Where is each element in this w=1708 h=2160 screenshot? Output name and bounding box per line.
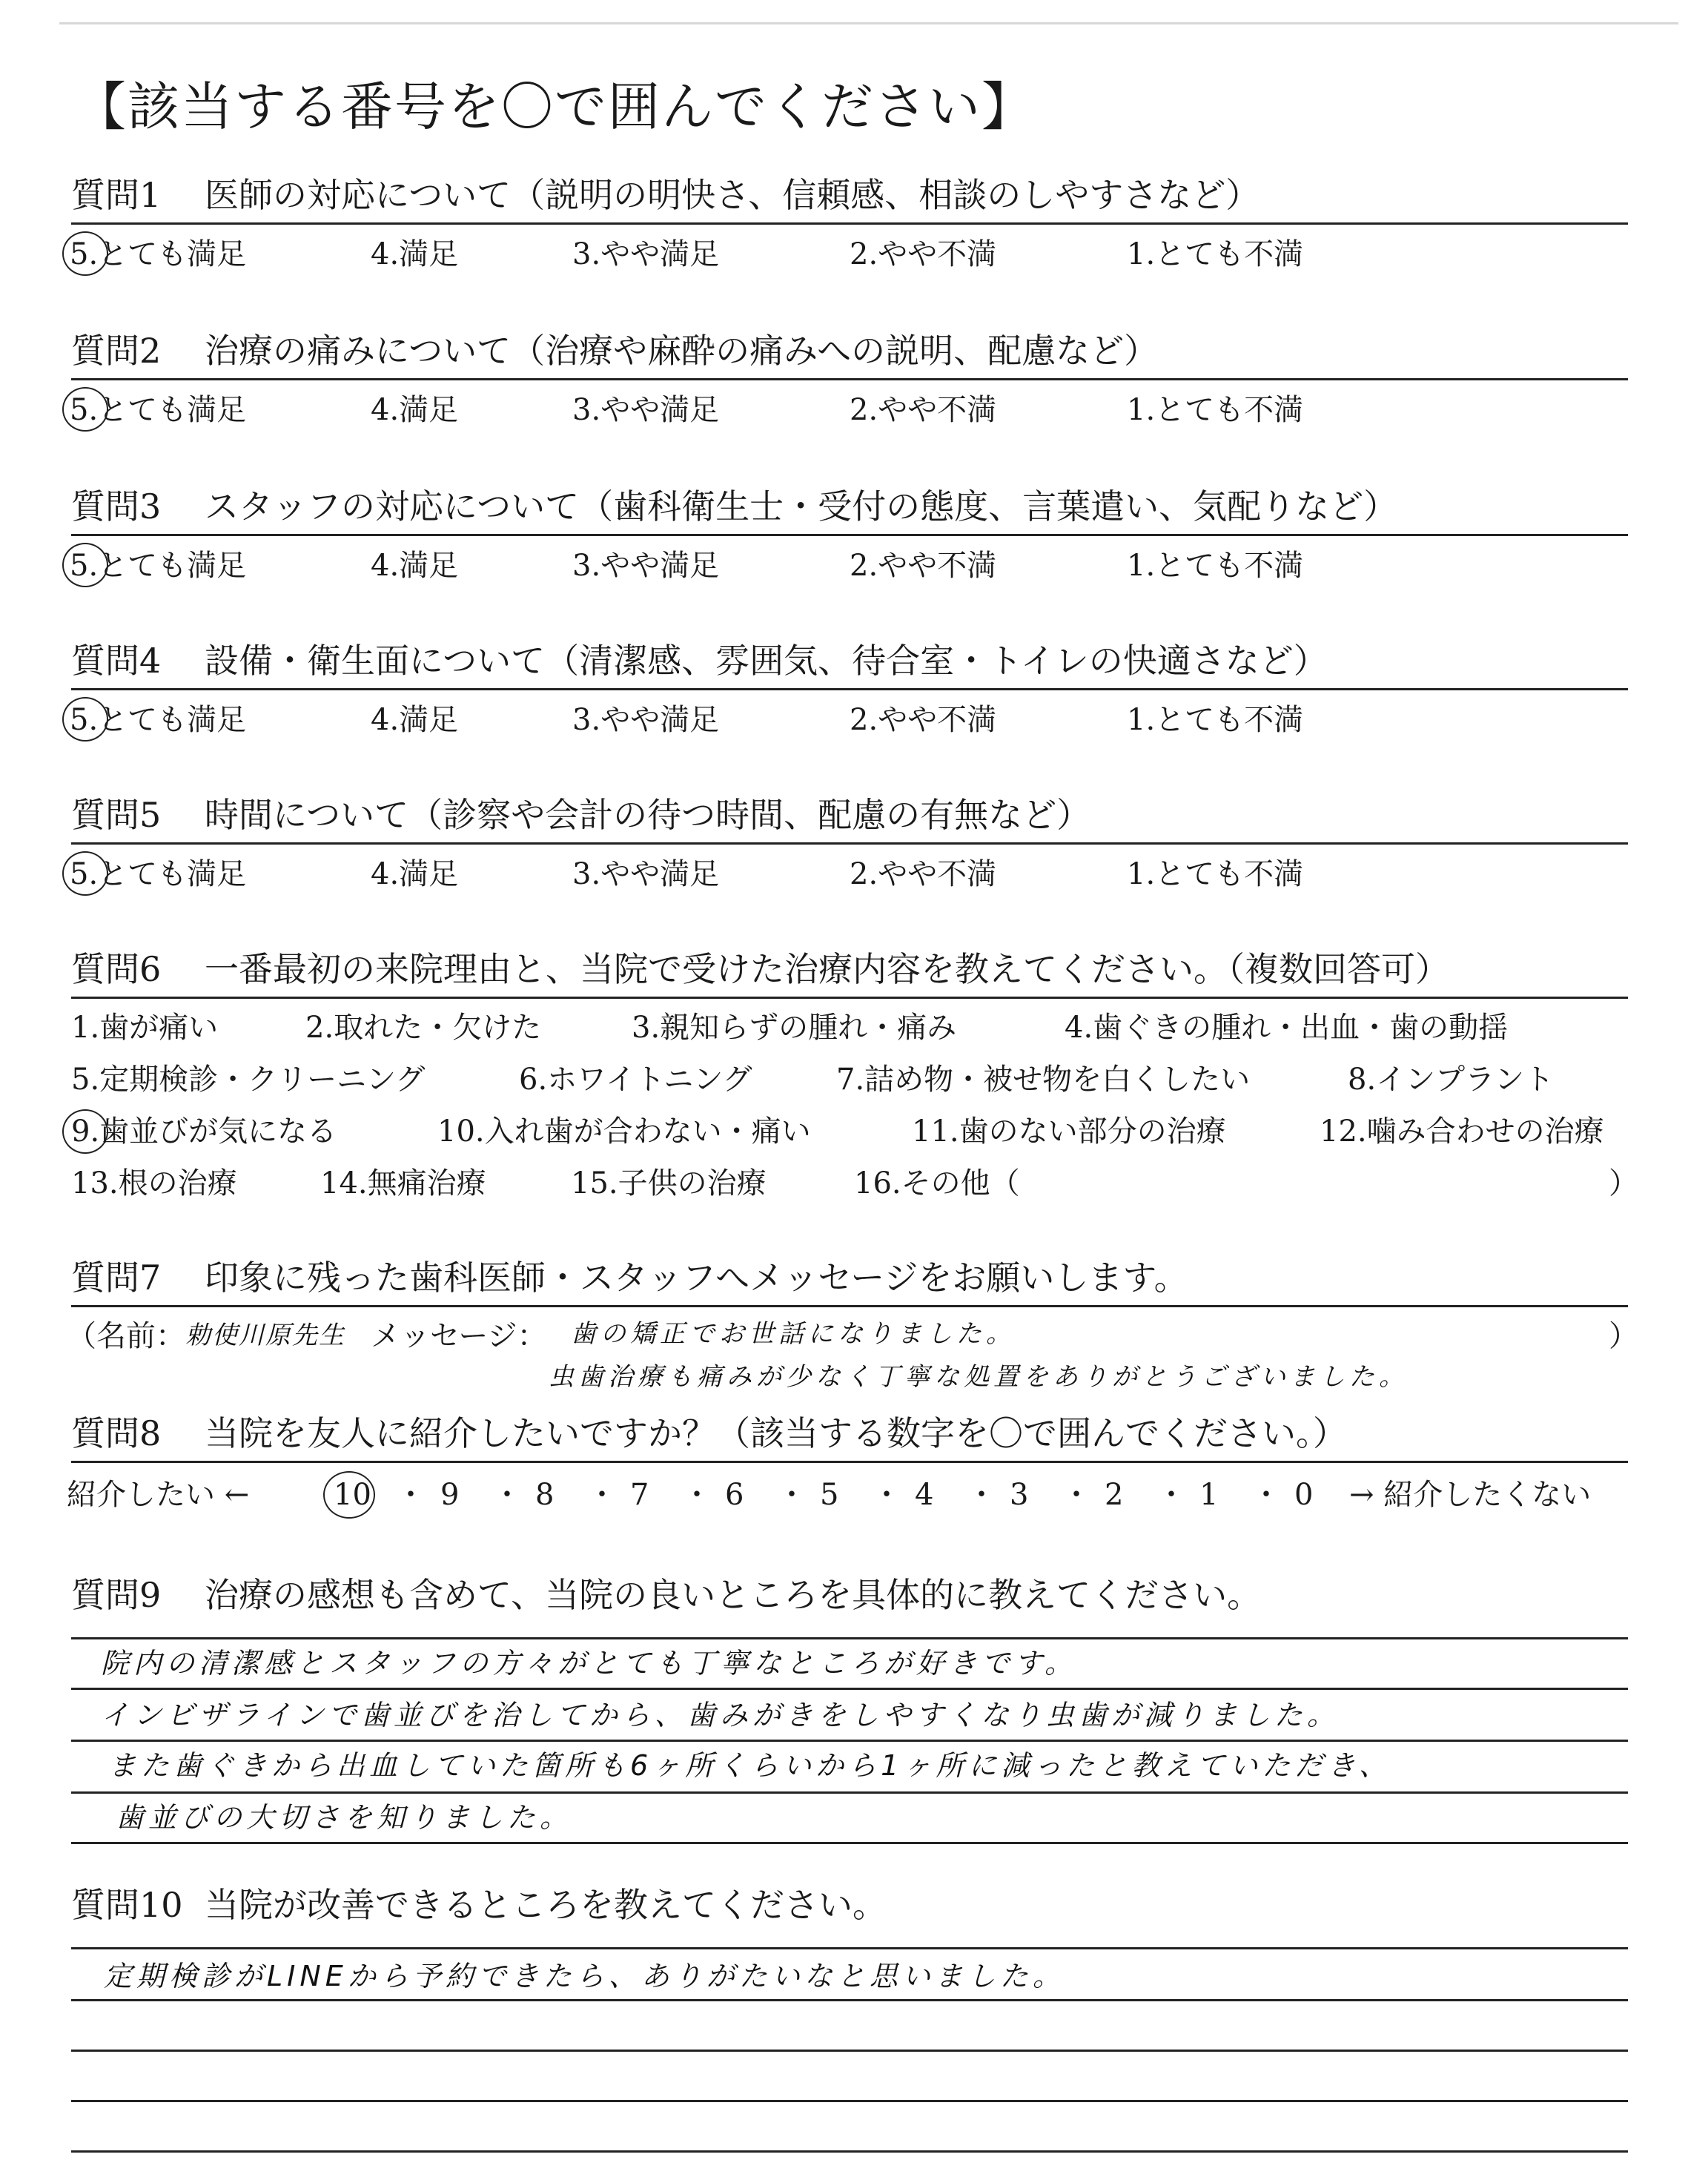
- scale-2[interactable]: 2: [1105, 1478, 1124, 1512]
- question-2-heading: [71, 331, 1628, 380]
- option-4[interactable]: 4.満足: [371, 703, 459, 737]
- question-4-heading: [71, 641, 1628, 690]
- q6-option-2[interactable]: 2.取れた・欠けた: [305, 1011, 542, 1045]
- question-5-heading: [71, 795, 1628, 845]
- option-2[interactable]: 2.やや不満: [850, 237, 997, 271]
- option-3[interactable]: 3.やや満足: [572, 703, 720, 737]
- option-5[interactable]: 5.とても満足: [70, 857, 247, 891]
- question-number: 質問3: [71, 486, 162, 526]
- scale-5[interactable]: 5: [820, 1478, 839, 1512]
- message-label: メッセージ：: [371, 1319, 547, 1353]
- question-8-heading: [71, 1413, 1628, 1463]
- q6-option-8[interactable]: 8.インプラント: [1348, 1063, 1555, 1097]
- question-3-heading: [71, 486, 1628, 536]
- message-line-1: 歯の矯正でお世話になりました。: [571, 1319, 1016, 1349]
- scale-separator: ・: [1251, 1478, 1281, 1512]
- option-1[interactable]: 1.とても不満: [1127, 393, 1304, 427]
- q6-option-13[interactable]: 13.根の治療: [71, 1166, 237, 1200]
- option-3[interactable]: 3.やや満足: [572, 549, 720, 583]
- q9-answer-line-1: 院内の清潔感とスタッフの方々がとても丁寧なところが好きです。: [101, 1647, 1077, 1680]
- scale-separator: ・: [872, 1478, 901, 1512]
- option-5[interactable]: 5.とても満足: [70, 703, 247, 737]
- question-9-heading: [71, 1575, 1628, 1622]
- message-close-paren: ）: [1609, 1319, 1638, 1353]
- option-3[interactable]: 3.やや満足: [572, 393, 720, 427]
- option-1[interactable]: 1.とても不満: [1127, 549, 1304, 583]
- q6-option-15[interactable]: 15.子供の治療: [571, 1166, 767, 1200]
- option-1[interactable]: 1.とても不満: [1127, 857, 1304, 891]
- q6-option-14[interactable]: 14.無痛治療: [320, 1166, 486, 1200]
- answer-line: [71, 1947, 1628, 1949]
- q6-option-16[interactable]: 16.その他（: [854, 1166, 1020, 1200]
- page-title: 【該当する番号を〇で囲んでください】: [74, 76, 1035, 137]
- question-7-heading: [71, 1258, 1628, 1307]
- option-2[interactable]: 2.やや不満: [850, 703, 997, 737]
- scale-0[interactable]: 0: [1294, 1478, 1314, 1512]
- question-number: 質問4: [71, 641, 162, 681]
- question-text: 時間について（診察や会計の待つ時間、配慮の有無など）: [205, 795, 1091, 835]
- scale-separator: ・: [682, 1478, 712, 1512]
- option-2[interactable]: 2.やや不満: [850, 549, 997, 583]
- option-1[interactable]: 1.とても不満: [1127, 237, 1304, 271]
- question-text: 治療の痛みについて（治療や麻酔の痛みへの説明、配慮など）: [205, 331, 1159, 371]
- scale-separator: ・: [492, 1478, 522, 1512]
- question-number: 質問2: [71, 331, 162, 371]
- scale-3[interactable]: 3: [1010, 1478, 1029, 1512]
- answer-line: [71, 1688, 1628, 1690]
- name-label: （名前：: [67, 1319, 185, 1353]
- scale-9[interactable]: 9: [440, 1478, 460, 1512]
- q6-option-3[interactable]: 3.親知らずの腫れ・痛み: [632, 1011, 957, 1045]
- q6-option-4[interactable]: 4.歯ぐきの腫れ・出血・歯の動揺: [1065, 1011, 1509, 1045]
- option-2[interactable]: 2.やや不満: [850, 393, 997, 427]
- question-text: 一番最初の来院理由と、当院で受けた治療内容を教えてください。（複数回答可）: [205, 949, 1449, 989]
- question-number: 質問7: [71, 1258, 162, 1298]
- q6-option-1[interactable]: 1.歯が痛い: [71, 1011, 219, 1045]
- option-4[interactable]: 4.満足: [371, 393, 459, 427]
- top-divider: [59, 22, 1678, 24]
- question-text: 当院を友人に紹介したいですか？（該当する数字を〇で囲んでください。）: [205, 1413, 1347, 1453]
- answer-line: [71, 2150, 1628, 2153]
- answer-line: [71, 2100, 1628, 2102]
- q10-answer-line-1: 定期検診がLINEから予約できたら、ありがたいなと思いました。: [104, 1960, 1065, 1992]
- question-text: 印象に残った歯科医師・スタッフへメッセージをお願いします。: [205, 1258, 1188, 1298]
- question-number: 質問5: [71, 795, 162, 835]
- q6-option-11[interactable]: 11.歯のない部分の治療: [912, 1114, 1226, 1149]
- question-number: 質問9: [71, 1575, 162, 1615]
- scale-separator: ・: [587, 1478, 617, 1512]
- message-line-2: 虫歯治療も痛みが少なく丁寧な処置をありがとうございました。: [549, 1362, 1409, 1392]
- scale-4[interactable]: 4: [915, 1478, 934, 1512]
- option-3[interactable]: 3.やや満足: [572, 237, 720, 271]
- option-2[interactable]: 2.やや不満: [850, 857, 997, 891]
- question-text: 医師の対応について（説明の明快さ、信頼感、相談のしやすさなど）: [205, 175, 1260, 215]
- question-number: 質問1: [71, 175, 162, 215]
- scale-7[interactable]: 7: [630, 1478, 649, 1512]
- option-1[interactable]: 1.とても不満: [1127, 703, 1304, 737]
- option-3[interactable]: 3.やや満足: [572, 857, 720, 891]
- q6-option-12[interactable]: 12.噛み合わせの治療: [1320, 1114, 1604, 1149]
- option-4[interactable]: 4.満足: [371, 549, 459, 583]
- question-text: 治療の感想も含めて、当院の良いところを具体的に教えてください。: [205, 1575, 1262, 1615]
- question-number: 質問8: [71, 1413, 162, 1453]
- recommend-right-label: → 紹介したくない: [1349, 1478, 1592, 1512]
- option-5[interactable]: 5.とても満足: [70, 549, 247, 583]
- question-text: スタッフの対応について（歯科衛生士・受付の態度、言葉遣い、気配りなど）: [205, 486, 1398, 526]
- question-10-heading: [71, 1885, 1628, 1932]
- q9-answer-line-3: また歯ぐきから出血していた箇所も6ヶ所くらいから1ヶ所に減ったと教えていただき、: [108, 1749, 1391, 1782]
- q6-option-9[interactable]: 9.歯並びが気になる: [71, 1114, 337, 1149]
- question-number: 質問6: [71, 949, 162, 989]
- answer-line: [71, 2050, 1628, 2052]
- q9-answer-line-4: 歯並びの大切さを知りました。: [116, 1801, 573, 1834]
- name-value: 勅使川原先生: [185, 1321, 345, 1350]
- scale-separator: ・: [396, 1478, 426, 1512]
- other-close-paren: ）: [1609, 1166, 1638, 1200]
- q6-option-5[interactable]: 5.定期検診・クリーニング: [71, 1063, 426, 1097]
- scale-separator: ・: [1062, 1478, 1091, 1512]
- option-5[interactable]: 5.とても満足: [70, 393, 247, 427]
- answer-line: [71, 1740, 1628, 1742]
- q6-option-6[interactable]: 6.ホワイトニング: [519, 1063, 752, 1097]
- question-6-heading: [71, 949, 1628, 999]
- q9-answer-line-2: インビザラインで歯並びを治してから、歯みがきをしやすくなり虫歯が減りました。: [101, 1699, 1340, 1731]
- recommend-left-label: 紹介したい ←: [67, 1478, 250, 1512]
- option-4[interactable]: 4.満足: [371, 237, 459, 271]
- question-text: 当院が改善できるところを教えてください。: [205, 1885, 887, 1925]
- answer-line: [71, 1842, 1628, 1844]
- q6-option-10[interactable]: 10.入れ歯が合わない・痛い: [437, 1114, 811, 1149]
- answer-line: [71, 1999, 1628, 2001]
- answer-line: [71, 1791, 1628, 1794]
- scale-separator: ・: [1156, 1478, 1186, 1512]
- question-1-heading: [71, 175, 1628, 225]
- answer-line: [71, 1637, 1628, 1639]
- option-4[interactable]: 4.満足: [371, 857, 459, 891]
- scale-10[interactable]: 10: [334, 1478, 371, 1512]
- option-5[interactable]: 5.とても満足: [70, 237, 247, 271]
- scale-separator: ・: [967, 1478, 996, 1512]
- scale-6[interactable]: 6: [725, 1478, 744, 1512]
- scale-8[interactable]: 8: [535, 1478, 555, 1512]
- q6-option-7[interactable]: 7.詰め物・被せ物を白くしたい: [836, 1063, 1251, 1097]
- question-number: 質問10: [71, 1885, 183, 1925]
- question-text: 設備・衛生面について（清潔感、雰囲気、待合室・トイレの快適さなど）: [205, 641, 1328, 681]
- scale-separator: ・: [777, 1478, 807, 1512]
- scale-1[interactable]: 1: [1199, 1478, 1219, 1512]
